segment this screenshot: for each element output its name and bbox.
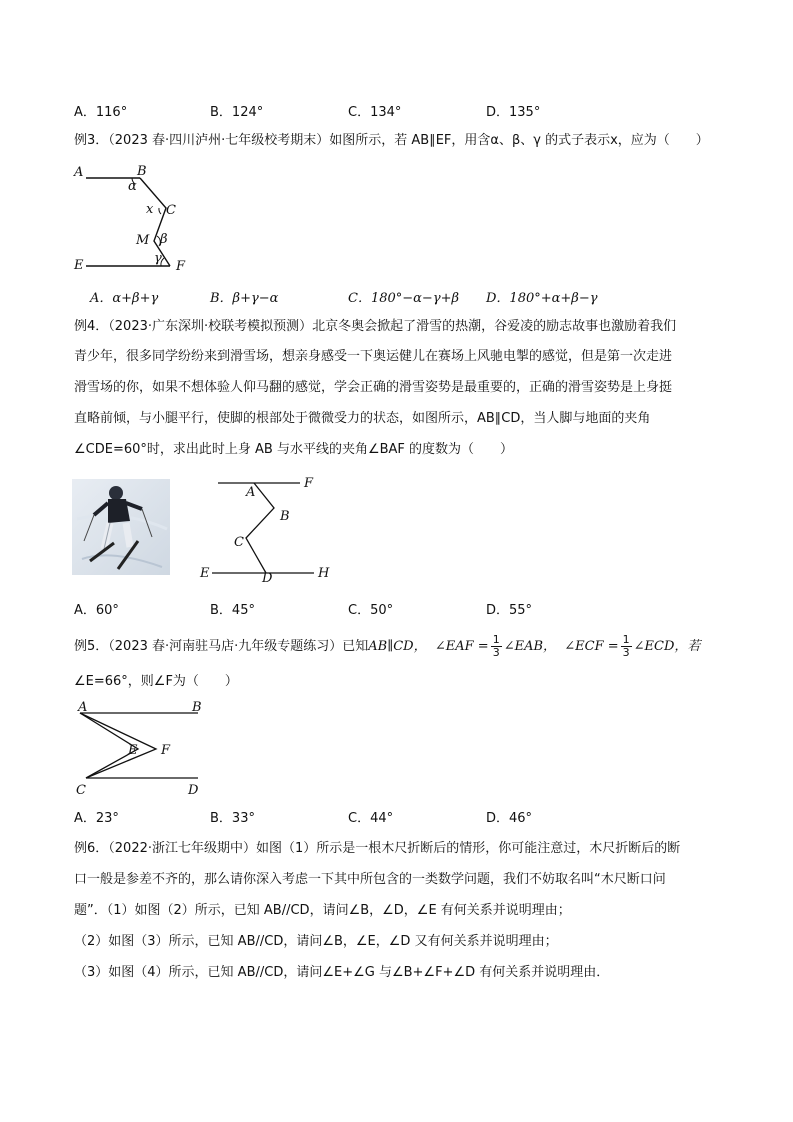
ex4-line-5: ∠CDE=60°时，求出此时上身 AB 与水平线的夹角∠BAF 的度数为（ ）	[74, 442, 514, 457]
label-A: A	[78, 700, 88, 715]
ex5-eab: ∠EAB，	[503, 639, 557, 654]
label-F: F	[304, 476, 314, 491]
label-x: x	[146, 202, 154, 217]
skier-photo	[72, 479, 170, 575]
ex5-ecd: ∠ECD，若	[633, 639, 701, 654]
label-alpha: α	[128, 179, 137, 194]
option-b: B．β+γ−α	[210, 291, 279, 306]
option-b: B．33°	[210, 811, 255, 826]
ex4-line-2: 青少年，很多同学纷纷来到滑雪场，想亲身感受一下奥运健儿在赛场上风驰电掣的感觉，但是第一次走进	[74, 349, 673, 364]
fraction-one-third: $\frac{1}{3}$	[492, 633, 500, 659]
ex4-figure	[196, 474, 336, 584]
ex4-line-3: 滑雪场的你，如果不想体验人仰马翻的感觉，学会正确的滑雪姿势是最重要的，正确的滑雪姿势是上身挺	[74, 380, 673, 395]
label-beta: β	[160, 232, 168, 247]
label-M: M	[136, 233, 150, 248]
option-c: C．50°	[348, 603, 394, 618]
option-d: D．46°	[486, 811, 533, 826]
ex5-options	[74, 807, 634, 827]
label-F: F	[161, 743, 171, 758]
ex4-line-1: 例4．（2023·广东深圳·校联考模拟预测）北京冬奥会掀起了滑雪的热潮，谷爱凌的励志故事也激励着我们	[74, 319, 677, 334]
option-a: A．60°	[74, 603, 119, 618]
ex6-line-2: 口一般是参差不齐的，那么请你深入考虑一下其中所包含的一类数学问题，我们不妨取名叫“木尺断口问	[74, 872, 666, 887]
label-F: F	[176, 259, 186, 274]
option-c: C．180°−α−γ+β	[348, 291, 460, 306]
ex6-line-1: 例6．（2022·浙江七年级期中）如图（1）所示是一根木尺折断后的情形，你可能注意过，木尺折断后的断	[74, 841, 681, 856]
label-B: B	[192, 700, 202, 715]
option-d: D．180°+α+β−γ	[486, 291, 598, 306]
ex6-line-3: 题”．（1）如图（2）所示，已知 AB//CD，请问∠B，∠D，∠E 有何关系并说明理由；	[74, 903, 571, 918]
label-D: D	[188, 783, 199, 798]
label-E: E	[74, 258, 84, 273]
option-a: A．α+β+γ	[90, 291, 159, 306]
option-a: A．116°	[74, 105, 128, 120]
option-d: D．135°	[486, 105, 541, 120]
option-b: B．45°	[210, 603, 255, 618]
label-A: A	[246, 485, 256, 500]
option-c: C．44°	[348, 811, 394, 826]
label-E: E	[128, 743, 138, 758]
option-b: B．124°	[210, 105, 264, 120]
ex5-eaf: ∠EAF =	[434, 639, 489, 654]
label-gamma: γ	[154, 251, 162, 266]
ex3-options	[90, 287, 650, 307]
ex5-prefix: 例5．（2023 春·河南驻马店·九年级专题练习）已知	[74, 639, 369, 654]
label-C: C	[234, 535, 244, 550]
ex5-ecf: ∠ECF =	[564, 639, 619, 654]
label-B: B	[280, 509, 290, 524]
label-C: C	[76, 783, 86, 798]
label-B: B	[137, 164, 147, 179]
top-options	[74, 101, 634, 121]
label-D: D	[262, 571, 273, 584]
ex4-line-4: 直略前倾，与小腿平行，使脚的根部处于微微受力的状态，如图所示，AB∥CD，当人脚与地面的夹角	[74, 411, 651, 426]
ex5-cond: AB∥CD，	[368, 639, 427, 654]
label-C: C	[166, 203, 176, 218]
label-E: E	[200, 566, 210, 581]
ex6-line-5: （3）如图（4）所示，已知 AB//CD，请问∠E+∠G 与∠B+∠F+∠D 有何关系并说明理由．	[74, 965, 610, 980]
option-c: C．134°	[348, 105, 402, 120]
label-H: H	[318, 566, 330, 581]
ex5-line-1	[74, 634, 700, 660]
ex4-options	[74, 599, 634, 619]
ex6-line-4: （2）如图（3）所示，已知 AB//CD，请问∠B，∠E，∠D 又有何关系并说明理由；	[74, 934, 558, 949]
option-a: A．23°	[74, 811, 119, 826]
option-d: D．55°	[486, 603, 533, 618]
fraction-one-third: $\frac{1}{3}$	[622, 633, 630, 659]
ex5-line-2: ∠E=66°，则∠F为（ ）	[74, 674, 238, 689]
ex3-stem: 例3．（2023 春·四川泸州·七年级校考期末）如图所示，若 AB∥EF，用含α、β、γ 的式子表示x，应为（ ）	[74, 133, 709, 148]
ex5-figure	[70, 698, 210, 800]
ex3-figure	[70, 158, 210, 280]
label-A: A	[74, 165, 84, 180]
